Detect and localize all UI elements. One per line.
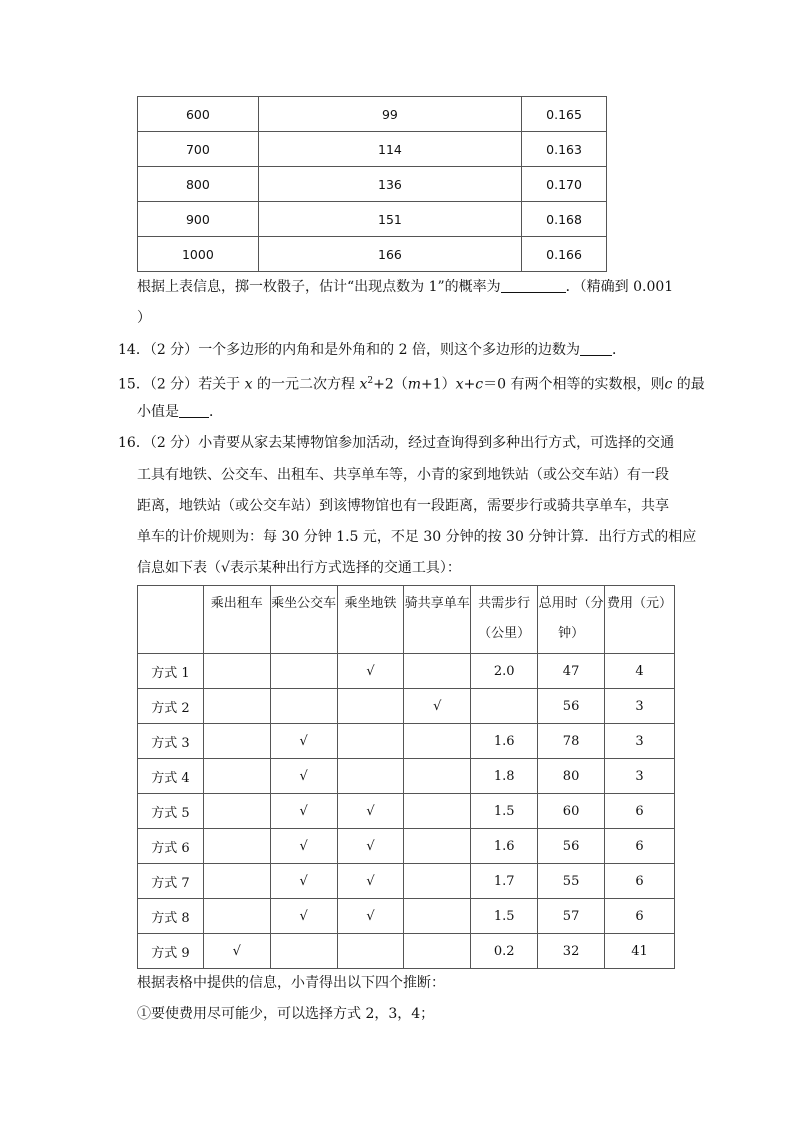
table-cell (203, 864, 270, 899)
table-cell (337, 934, 404, 969)
table-cell (203, 654, 270, 689)
table-cell (337, 759, 404, 794)
table-cell: 0.2 (471, 934, 538, 969)
table-cell: √ (203, 934, 270, 969)
table-cell (404, 934, 471, 969)
table-cell (270, 934, 337, 969)
table-cell: 166 (258, 237, 521, 272)
table-cell (270, 654, 337, 689)
table-cell (203, 724, 270, 759)
table-cell: √ (337, 829, 404, 864)
table-cell: 80 (538, 759, 605, 794)
q13-conclusion-end: ） (137, 310, 151, 326)
column-header: 共需步行（公里） (471, 586, 538, 654)
table-row (138, 132, 607, 167)
table-row (138, 794, 675, 829)
table-cell: √ (337, 899, 404, 934)
table-cell: 1.6 (471, 829, 538, 864)
table-cell: 78 (538, 724, 605, 759)
row-label: 方式 8 (138, 899, 204, 934)
table-cell: 151 (258, 202, 521, 237)
table-cell (404, 654, 471, 689)
table-cell (404, 864, 471, 899)
table-cell: √ (337, 794, 404, 829)
table-cell: 600 (138, 97, 259, 132)
table-cell (337, 724, 404, 759)
answer-blank (580, 339, 612, 356)
table-row (138, 202, 607, 237)
table-header-row (138, 586, 675, 654)
table-cell: √ (270, 759, 337, 794)
question-16-line3: 距离，地铁站（或公交车站）到该博物馆也有一段距离，需要步行或骑共享单车，共享 (137, 498, 669, 514)
table-cell (203, 829, 270, 864)
table-cell: 1.5 (471, 794, 538, 829)
table-cell: 56 (538, 829, 605, 864)
table-cell: 0.168 (522, 202, 607, 237)
table-cell: 1.5 (471, 899, 538, 934)
table-row (138, 864, 675, 899)
table-row (138, 759, 675, 794)
table-cell: 0.163 (522, 132, 607, 167)
table-cell: √ (404, 689, 471, 724)
travel-options-table (137, 585, 675, 969)
row-label: 方式 6 (138, 829, 204, 864)
row-label: 方式 7 (138, 864, 204, 899)
column-header (138, 586, 204, 654)
column-header: 乘出租车 (203, 586, 270, 654)
table-cell: √ (270, 794, 337, 829)
table-cell: 32 (538, 934, 605, 969)
table-cell: √ (270, 724, 337, 759)
table-cell: 2.0 (471, 654, 538, 689)
table-cell: 6 (605, 899, 675, 934)
table-cell: 1.7 (471, 864, 538, 899)
table-cell: 114 (258, 132, 521, 167)
table-cell: 1.8 (471, 759, 538, 794)
table-cell (404, 724, 471, 759)
q13-conclusion: 根据上表信息，掷一枚骰子，估计“出现点数为 1”的概率为 ．（精确到 0.001 (137, 272, 673, 303)
question-15: 15．（2 分）若关于 x 的一元二次方程 $x^2+2(m+1)x+c=0$ 有两个相等的实数根，则c 的最 (118, 376, 705, 393)
table-cell (471, 689, 538, 724)
answer-blank (179, 401, 209, 418)
row-label: 方式 2 (138, 689, 204, 724)
table-cell: 700 (138, 132, 259, 167)
table-cell: 6 (605, 794, 675, 829)
table-row (138, 654, 675, 689)
table-row (138, 899, 675, 934)
table-cell: 1000 (138, 237, 259, 272)
table-cell: √ (337, 864, 404, 899)
table-row (138, 237, 607, 272)
column-header: 乘坐地铁 (337, 586, 404, 654)
table-cell (203, 689, 270, 724)
table-cell (404, 829, 471, 864)
table-cell (404, 759, 471, 794)
table-cell: 41 (605, 934, 675, 969)
table-cell: 56 (538, 689, 605, 724)
table-cell: √ (270, 899, 337, 934)
row-label: 方式 9 (138, 934, 204, 969)
question-16-line2: 工具有地铁、公交车、出租车、共享单车等，小青的家到地铁站（或公交车站）有一段 (137, 467, 669, 483)
table-cell: 3 (605, 689, 675, 724)
table-row (138, 829, 675, 864)
table-cell: 0.165 (522, 97, 607, 132)
question-14: 14．（2 分）一个多边形的内角和是外角和的 2 倍，则这个多边形的边数为 ． (118, 335, 626, 366)
table-cell: 136 (258, 167, 521, 202)
question-15-line2: 小值是 ． (137, 397, 223, 428)
table-cell (203, 899, 270, 934)
table-cell: 0.166 (522, 237, 607, 272)
table-cell: 3 (605, 724, 675, 759)
table-row (138, 724, 675, 759)
column-header: 乘坐公交车 (270, 586, 337, 654)
frequency-table (137, 96, 607, 272)
column-header: 费用（元） (605, 586, 675, 654)
question-16: 16．（2 分）小青要从家去某博物馆参加活动，经过查询得到多种出行方式，可选择的交通 (118, 435, 675, 451)
table-row (138, 167, 607, 202)
table-cell: 60 (538, 794, 605, 829)
table-cell: 57 (538, 899, 605, 934)
table-cell (404, 794, 471, 829)
row-label: 方式 4 (138, 759, 204, 794)
table-cell: √ (270, 829, 337, 864)
table-cell (203, 794, 270, 829)
inference-1: ①要使费用尽可能少，可以选择方式 2，3，4； (137, 1006, 435, 1022)
table-cell: 6 (605, 864, 675, 899)
question-16-line4: 单车的计价规则为：每 30 分钟 1.5 元，不足 30 分钟的按 30 分钟计算．出行方式的相应 (137, 529, 697, 545)
table-cell (404, 899, 471, 934)
table-cell: 6 (605, 829, 675, 864)
table-cell: 3 (605, 759, 675, 794)
table-cell: 800 (138, 167, 259, 202)
row-label: 方式 1 (138, 654, 204, 689)
table-row (138, 689, 675, 724)
row-label: 方式 3 (138, 724, 204, 759)
inference-intro: 根据表格中提供的信息，小青得出以下四个推断： (137, 975, 445, 991)
row-label: 方式 5 (138, 794, 204, 829)
table-cell: 47 (538, 654, 605, 689)
column-header: 骑共享单车 (404, 586, 471, 654)
table-cell (337, 689, 404, 724)
question-16-line5: 信息如下表（√表示某种出行方式选择的交通工具）： (137, 560, 461, 576)
table-cell: 1.6 (471, 724, 538, 759)
table-cell (270, 689, 337, 724)
table-cell: 99 (258, 97, 521, 132)
table-cell: 4 (605, 654, 675, 689)
table-row (138, 97, 607, 132)
table-cell: 55 (538, 864, 605, 899)
column-header: 总用时（分钟） (538, 586, 605, 654)
table-cell: √ (270, 864, 337, 899)
table-cell: 900 (138, 202, 259, 237)
table-cell: 0.170 (522, 167, 607, 202)
answer-blank (501, 276, 566, 293)
table-cell (203, 759, 270, 794)
table-cell: √ (337, 654, 404, 689)
table-row (138, 934, 675, 969)
